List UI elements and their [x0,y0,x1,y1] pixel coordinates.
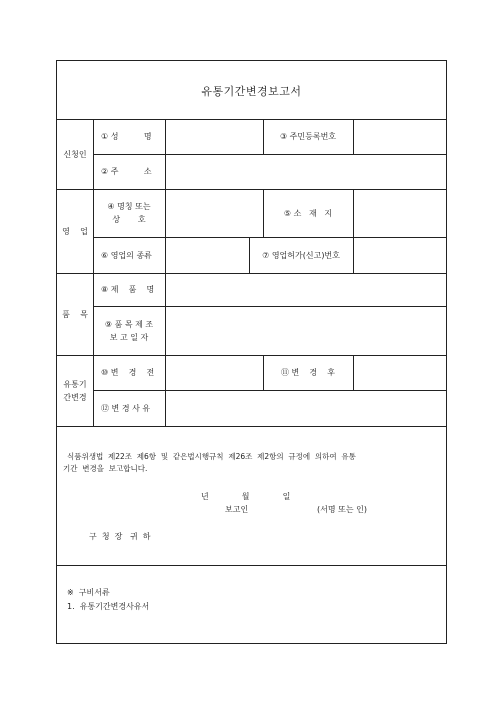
label-business-type: ⑥ 영업의 종류 [101,251,152,260]
row-divider [57,273,446,274]
section-applicant: 신청인 [63,150,87,159]
column-divider [353,355,354,390]
declaration-reporter: 보고인 [225,505,249,514]
label-license-number: ⑦ 영업허가(신고)번호 [262,251,340,260]
notes-item: 1. 유통기간변경사유서 [67,602,150,611]
label-change-reason: ⑫ 변 경 사 유 [101,404,151,413]
declaration-signature: (서명 또는 인) [317,505,367,514]
row-divider [57,565,446,566]
section-product: 품 목 [62,310,88,319]
row-divider [93,390,446,391]
row-divider [57,355,446,356]
column-divider [165,119,166,273]
section-change-line1: 유통기 [63,380,87,389]
row-divider [57,119,446,120]
label-business-name-line1: ④ 명칭 또는 [107,202,151,211]
label-business-name-line2: 상 호 [112,215,146,224]
declaration-line1: 식품위생법 제22조 제6항 및 같은법시행규칙 제26조 제2항의 규정에 의하여 유통 [67,452,356,461]
column-divider [353,237,354,273]
row-divider [93,154,446,155]
label-location: ⑤ 소 재 지 [283,209,333,218]
notes-header: ※ 구비서류 [67,588,110,597]
label-product-report-line1: ⑨ 품 목 제 조 [104,320,154,329]
declaration-addressee: 구 청 장 귀 하 [89,532,151,541]
column-divider [353,119,354,154]
declaration-line2: 기간 변경을 보고합니다. [63,464,148,473]
row-divider [57,189,446,190]
section-change-line2: 간변경 [63,393,87,402]
label-product-name: ⑧ 제 품 명 [101,285,155,294]
row-divider [93,237,446,238]
section-business: 영 업 [62,227,88,236]
declaration-date: 년 월 일 [201,492,291,501]
report-form [56,60,447,644]
column-divider [353,189,354,237]
label-name: ① 성 명 [101,132,152,141]
form-title: 유통기간변경보고서 [201,85,302,98]
label-product-report-line2: 보 고 일 자 [109,333,149,342]
label-address: ② 주 소 [101,167,152,176]
column-divider [165,273,166,426]
label-after-change: ⑪ 변 경 후 [280,368,336,377]
label-resident-number: ③ 주민등록번호 [279,132,337,141]
label-before-change: ⑩ 변 경 전 [101,368,155,377]
column-divider [93,119,94,426]
row-divider [93,306,446,307]
row-divider [57,426,446,427]
